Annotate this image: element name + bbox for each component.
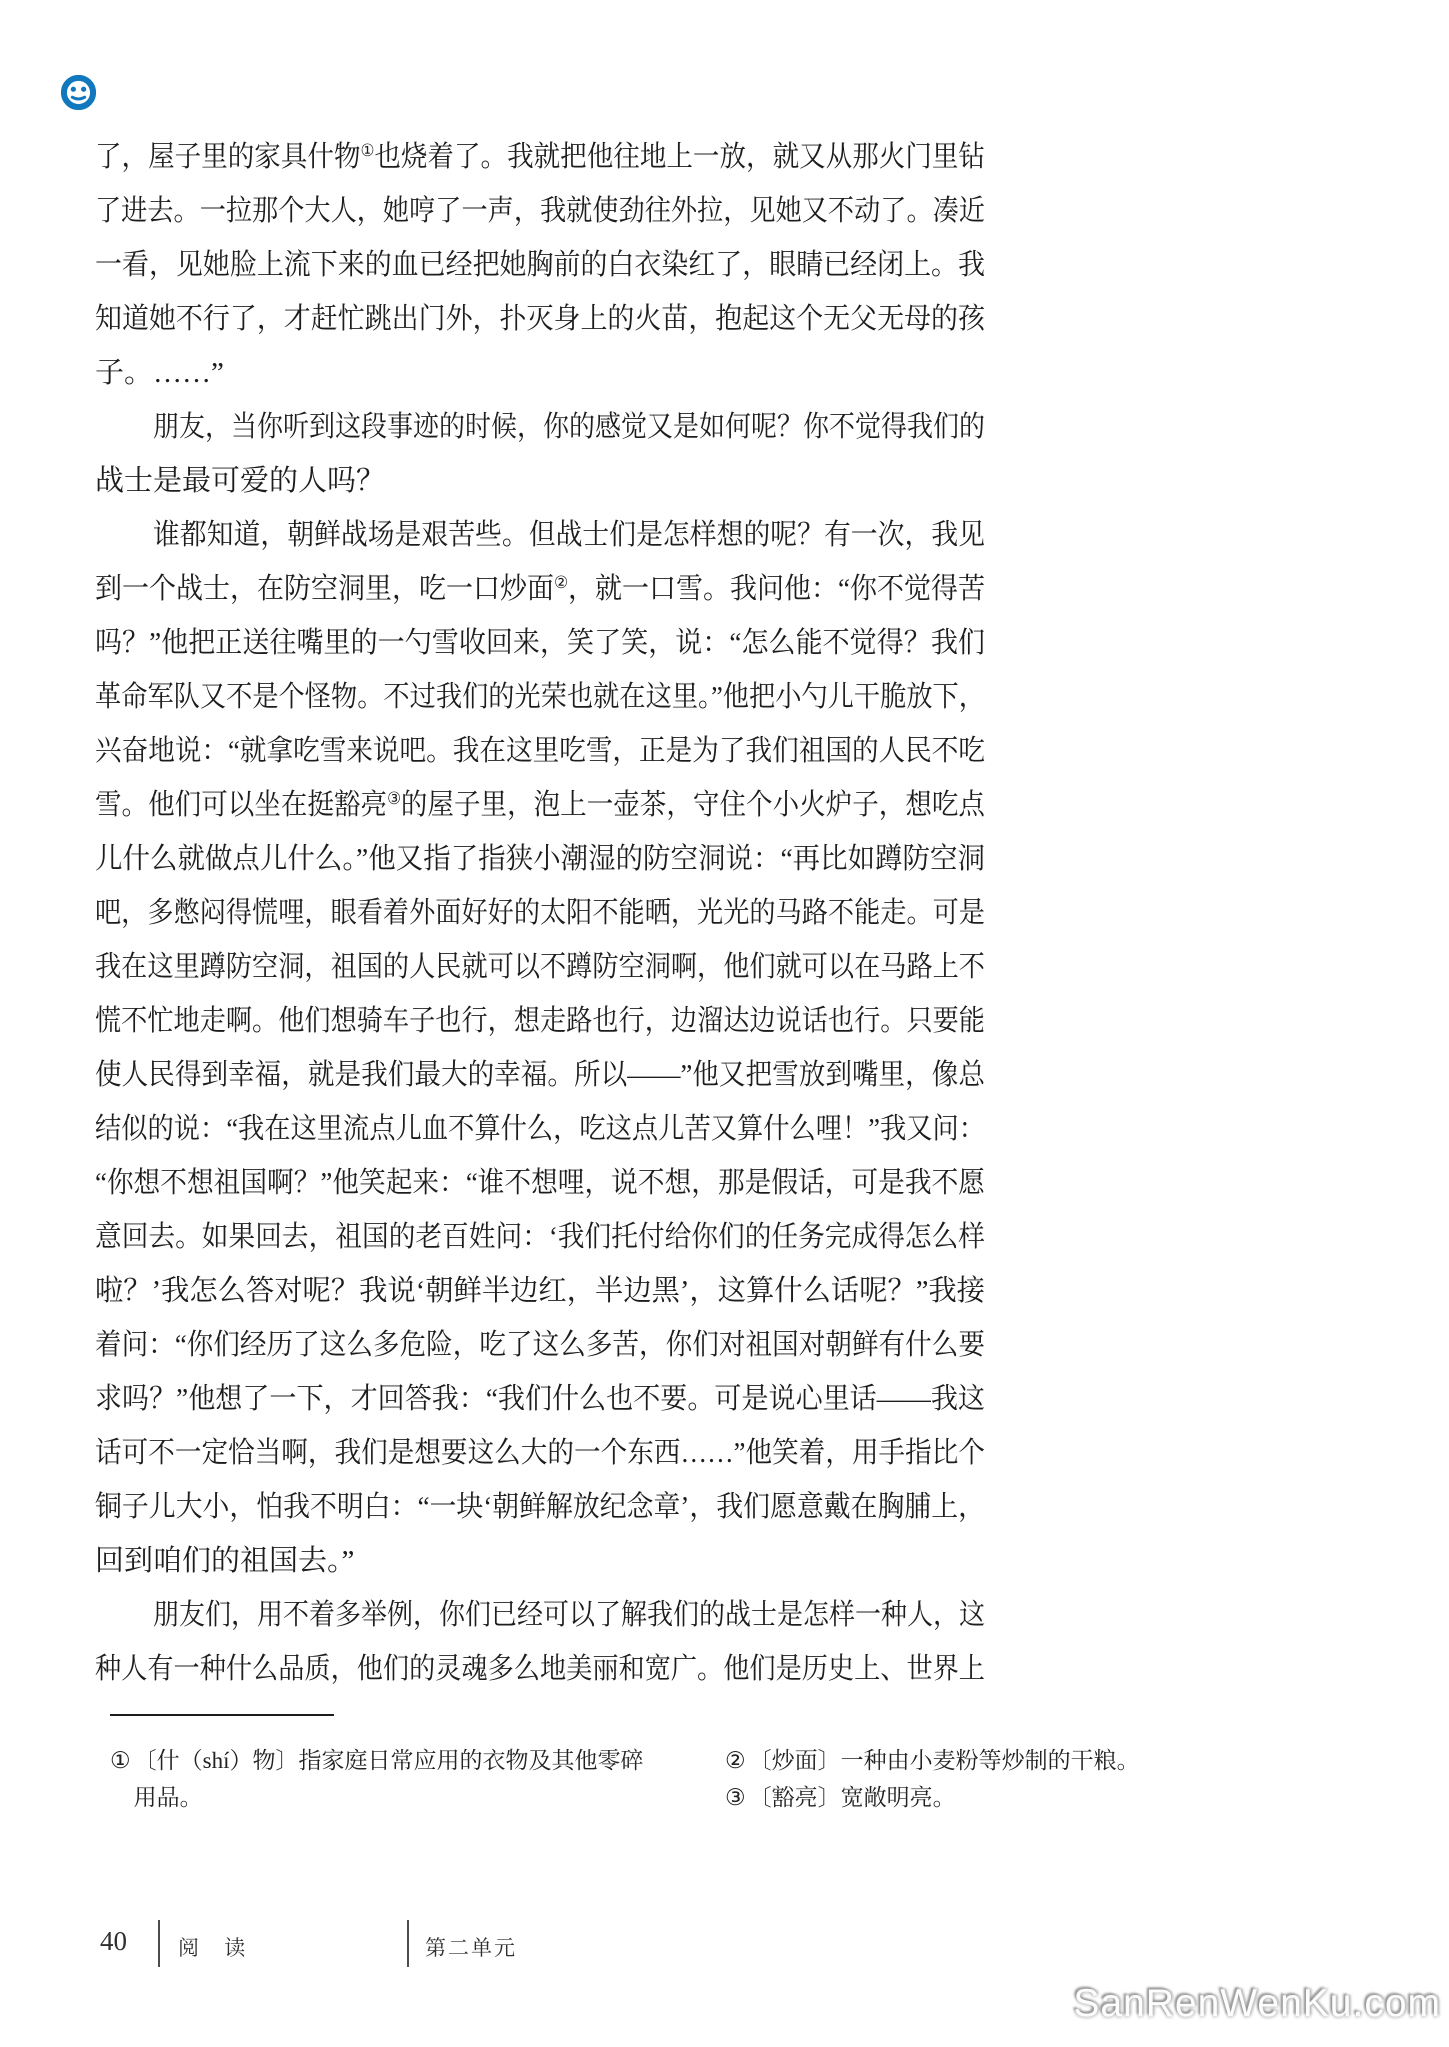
watermark: SanRenWenKu.com bbox=[1073, 1982, 1441, 2025]
text-line: 慌不忙地走啊。他们想骑车子也行，想走路也行，边溜达边说话也行。只要能 bbox=[95, 1005, 985, 1037]
text-line: 着问：“你们经历了这么多危险，吃了这么多苦，你们对祖国对朝鲜有什么要 bbox=[95, 1329, 985, 1361]
footnote-item bbox=[110, 1742, 655, 1816]
text-line: 革命军队又不是个怪物。不过我们的光荣也就在这里。”他把小勺儿干脆放下， bbox=[95, 681, 985, 713]
footnote-marker: ① bbox=[110, 1748, 131, 1773]
text-line: 知道她不行了，才赶忙跳出门外，扑灭身上的火苗，抱起这个无父无母的孩 bbox=[95, 303, 985, 335]
text-line: 战士是最可爱的人吗？ bbox=[95, 465, 386, 497]
text-line: 到一个战士，在防空洞里，吃一口炒面②，就一口雪。我问他：“你不觉得苦 bbox=[95, 572, 985, 605]
paragraph bbox=[95, 400, 985, 508]
text-line: 我在这里蹲防空洞，祖国的人民就可以不蹲防空洞啊，他们就可以在马路上不 bbox=[95, 951, 985, 983]
lesson-body-text bbox=[95, 130, 985, 1696]
text-line: 子。……” bbox=[95, 357, 224, 389]
footer-divider-bar bbox=[158, 1920, 160, 1967]
footnote-column-1 bbox=[110, 1742, 655, 1816]
paragraph bbox=[95, 508, 985, 1588]
text-line: 了，屋子里的家具什物①也烧着了。我就把他往地上一放，就又从那火门里钻 bbox=[95, 140, 985, 173]
text-line: 结似的说：“我在这里流点儿血不算什么，吃这点儿苦又算什么哩！”我又问： bbox=[95, 1113, 985, 1145]
text-line: 谁都知道，朝鲜战场是艰苦些。但战士们是怎样想的呢？有一次，我见 bbox=[153, 519, 985, 551]
text-line: 了进去。一拉那个大人，她哼了一声，我就使劲往外拉，见她又不动了。凑近 bbox=[95, 195, 985, 227]
text-line: 话可不一定恰当啊，我们是想要这么大的一个东西……”他笑着，用手指比个 bbox=[95, 1437, 985, 1469]
page-number: 40 bbox=[100, 1926, 127, 1956]
unit-label: 第二单元 bbox=[425, 1936, 517, 1960]
footnote-reference: ① bbox=[360, 140, 375, 160]
footnote-item bbox=[725, 1779, 1265, 1816]
text-line: “你想不想祖国啊？”他笑起来：“谁不想哩，说不想，那是假话，可是我不愿 bbox=[95, 1167, 985, 1199]
footnote-reference: ③ bbox=[387, 788, 401, 808]
text-line: 吗？”他把正送往嘴里的一勺雪收回来，笑了笑，说：“怎么能不觉得？我们 bbox=[95, 627, 985, 659]
footnote-marker: ③ bbox=[725, 1785, 746, 1810]
text-line: 使人民得到幸福，就是我们最大的幸福。所以——”他又把雪放到嘴里，像总 bbox=[95, 1059, 985, 1091]
footnote-text: 〔豁亮〕宽敞明亮。 bbox=[748, 1785, 956, 1810]
smiley-face-icon bbox=[61, 75, 96, 110]
text-line: 朋友们，用不着多举例，你们已经可以了解我们的战士是怎样一种人，这 bbox=[153, 1599, 985, 1631]
footnote-reference: ② bbox=[553, 572, 569, 592]
section-label: 阅 读 bbox=[178, 1936, 256, 1960]
text-line: 求吗？”他想了一下，才回答我：“我们什么也不要。可是说心里话——我这 bbox=[95, 1383, 985, 1415]
footnote-text: 〔炒面〕一种由小麦粉等炒制的干粮。 bbox=[748, 1748, 1140, 1773]
paragraph bbox=[95, 1588, 985, 1696]
footnote-marker: ② bbox=[725, 1748, 746, 1773]
text-line: 儿什么就做点儿什么。”他又指了指狭小潮湿的防空洞说：“再比如蹲防空洞 bbox=[95, 843, 985, 875]
text-line: 吧，多憋闷得慌哩，眼看着外面好好的太阳不能晒，光光的马路不能走。可是 bbox=[95, 897, 985, 929]
text-line: 一看，见她脸上流下来的血已经把她胸前的白衣染红了，眼睛已经闭上。我 bbox=[95, 249, 985, 281]
paragraph bbox=[95, 130, 985, 400]
text-line: 啦？’我怎么答对呢？我说‘朝鲜半边红，半边黑’，这算什么话呢？”我接 bbox=[95, 1275, 985, 1307]
text-line: 回到咱们的祖国去。” bbox=[95, 1545, 355, 1577]
footnote-column-2 bbox=[725, 1742, 1265, 1816]
text-line: 兴奋地说：“就拿吃雪来说吧。我在这里吃雪，正是为了我们祖国的人民不吃 bbox=[95, 735, 985, 767]
text-line: 铜子儿大小，怕我不明白：“一块‘朝鲜解放纪念章’，我们愿意戴在胸脯上， bbox=[95, 1491, 985, 1523]
text-line: 朋友，当你听到这段事迹的时候，你的感觉又是如何呢？你不觉得我们的 bbox=[153, 411, 985, 443]
footer-divider-bar bbox=[407, 1920, 409, 1967]
text-line: 意回去。如果回去，祖国的老百姓问：‘我们托付给你们的任务完成得怎么样 bbox=[95, 1221, 985, 1253]
footnote-item bbox=[725, 1742, 1265, 1779]
footnote-text: 〔什（shí）物〕指家庭日常应用的衣物及其他零碎用品。 bbox=[133, 1748, 644, 1810]
footnote-divider bbox=[110, 1714, 334, 1716]
text-line: 种人有一种什么品质，他们的灵魂多么地美丽和宽广。他们是历史上、世界上 bbox=[95, 1653, 985, 1685]
text-line: 雪。他们可以坐在挺豁亮③的屋子里，泡上一壶茶，守住个小火炉子，想吃点 bbox=[95, 788, 985, 821]
